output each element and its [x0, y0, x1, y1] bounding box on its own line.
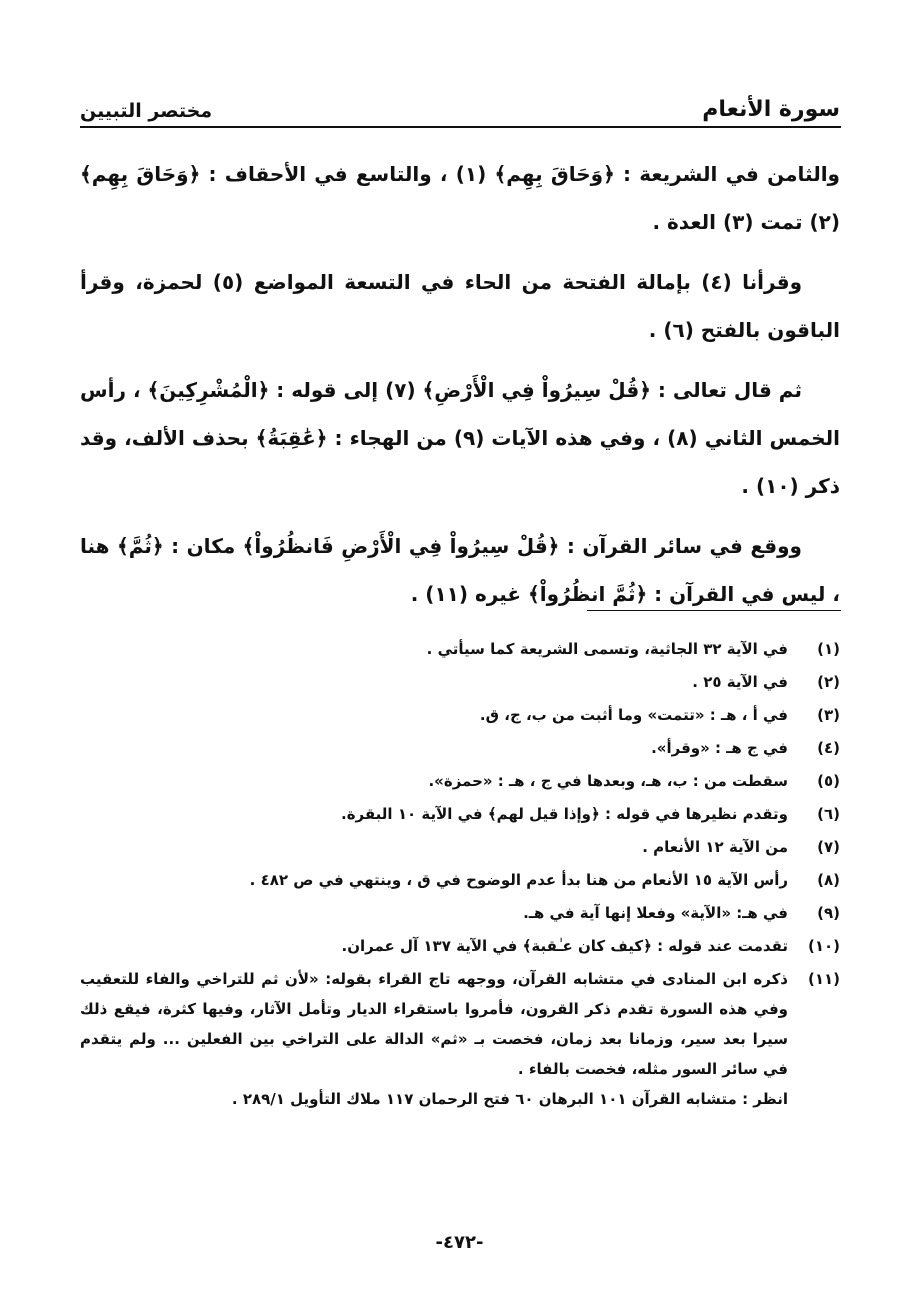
- footnote-number: (١١): [807, 970, 840, 988]
- footnote: [80, 799, 840, 829]
- paragraph: والثامن في الشريعة : ﴿وَحَاقَ بِهِم﴾ (١) ، والتاسع في الأحقاف : ﴿وَحَاقَ بِهِم﴾ (٢) تمت (٣) العدة .: [80, 162, 840, 234]
- paragraph: ثم قال تعالى : ﴿قُلْ سِيرُواْ فِي الْأَرْضِ﴾ (٧) إلى قوله : ﴿الْمُشْرِكِينَ﴾ ، رأس الخمس الثاني (٨) ، وفي هذه الآيات (٩) من الهجاء : ﴿عَٰقِبَةُ﴾ بحذف الألف، وقد ذكر (١٠) .: [80, 378, 841, 498]
- footnote-number: (٧): [817, 838, 840, 856]
- footnote: [80, 766, 840, 796]
- footnote-text: وتقدم نظيرها في قوله : ﴿وإذا قيل لهم﴾ في الآية ١٠ البقرة.: [341, 805, 788, 823]
- footnote: [80, 865, 840, 895]
- footnote-text: في ج هـ : «وقرأ».: [651, 739, 788, 757]
- footnote-number: (١٠): [807, 937, 840, 955]
- footnote-text: في الآية ٢٥ .: [692, 673, 788, 691]
- book-title: مختصر التبيين: [80, 100, 213, 122]
- footnote: [80, 964, 840, 1114]
- footnote-number: (٨): [817, 871, 840, 889]
- footnote-text: في هـ: «الآية» وفعلا إنها آية في هـ.: [523, 904, 788, 922]
- paragraph: وقرأنا (٤) بإمالة الفتحة من الحاء في التسعة المواضع (٥) لحمزة، وقرأ الباقون بالفتح (٦) .: [80, 270, 840, 342]
- page-number: -٤٧٢-: [435, 1232, 484, 1253]
- footnote: [80, 700, 840, 730]
- footnote: [80, 667, 840, 697]
- running-header: [80, 82, 840, 122]
- footnote: [80, 634, 840, 664]
- footnote-text: ذكره ابن المنادى في متشابه القرآن، ووجهه تاج القراء بقوله: «لأن ثم للتراخي والفاء للتعقيب وفي هذه السورة تقدم ذكر القرون، فأمروا باستقراء الديار وتأمل الآثار، وفيها كثرة، فيقع ذلك سيرا بعد سير، وزمانا بعد زمان، فخصت بـ «ثم» الدالة على التراخي بين الفعلين ... ولم يتقدم في سائر السور مثله، فخصت بالفاء .: [80, 970, 788, 1078]
- footnote: [80, 931, 840, 961]
- footnote: [80, 733, 840, 763]
- footnotes: [80, 634, 840, 1117]
- paragraph: ووقع في سائر القرآن : ﴿قُلْ سِيرُواْ فِي الْأَرْضِ فَانظُرُواْ﴾ مكان : ﴿ثُمَّ﴾ هنا ، ليس في القرآن : ﴿ثُمَّ انظُرُواْ﴾ غيره (١١) .: [80, 534, 840, 606]
- footnote: [80, 898, 840, 928]
- main-text: [80, 150, 840, 630]
- footnote-number: (٢): [817, 673, 840, 691]
- footnote-text: سقطت من : ب، هـ، وبعدها في ج ، هـ : «حمزة».: [428, 772, 788, 790]
- footnote-reference: انظر : متشابه القرآن ١٠١ البرهان ٦٠ فتح الرحمان ١١٧ ملاك التأويل ٢٨٩/١ .: [231, 1090, 788, 1108]
- footnote-number: (٩): [817, 904, 840, 922]
- footnote-text: رأس الآية ١٥ الأنعام من هنا بدأ عدم الوضوح في ق ، وينتهي في ص ٤٨٢ .: [249, 871, 788, 889]
- footnote: [80, 832, 840, 862]
- footnote-number: (١): [817, 640, 840, 658]
- footnote-text: من الآية ١٢ الأنعام .: [642, 838, 788, 856]
- header-rule: [80, 126, 841, 128]
- footnote-text: في الآية ٣٢ الجاثية، وتسمى الشريعة كما سيأتي .: [426, 640, 788, 658]
- surah-title: سورة الأنعام: [702, 97, 840, 122]
- footnote-number: (٣): [817, 706, 840, 724]
- footnote-number: (٦): [817, 805, 840, 823]
- footnote-number: (٤): [817, 739, 840, 757]
- footnote-number: (٥): [817, 772, 840, 790]
- footnote-text: في أ ، هـ : «تتمت» وما أثبت من ب، ج، ق.: [479, 706, 788, 724]
- footnote-text: تقدمت عند قوله : ﴿كيف كان عـٰقبة﴾ في الآية ١٣٧ آل عمران.: [341, 937, 788, 955]
- footnote-separator: [587, 610, 841, 611]
